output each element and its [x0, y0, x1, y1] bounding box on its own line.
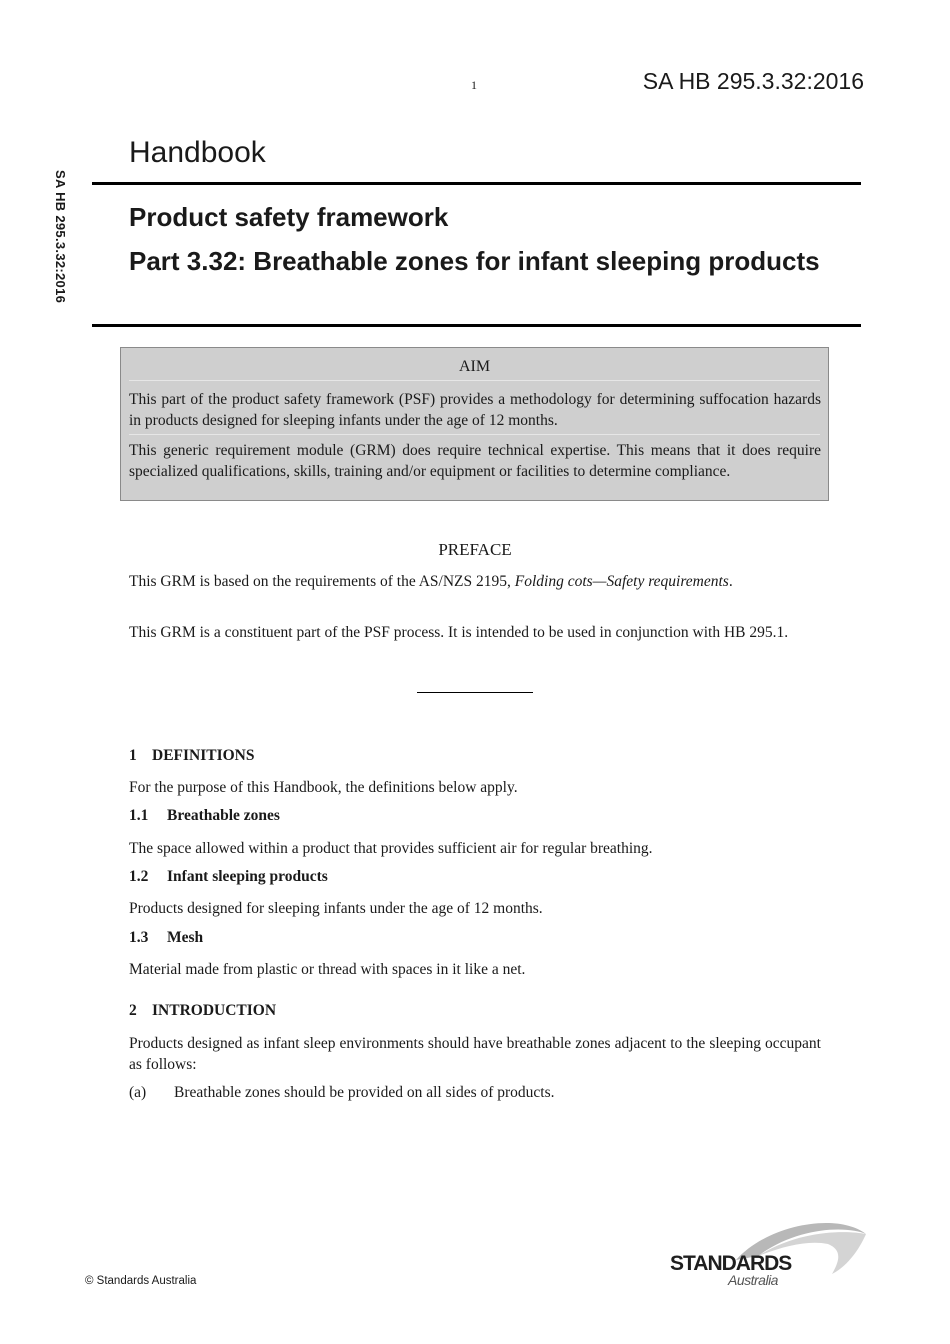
definition-heading: 1.3 Mesh [129, 929, 204, 946]
definition-heading: 1.1 Breathable zones [129, 807, 280, 824]
preface-heading: PREFACE [438, 540, 512, 559]
section-heading: 2 INTRODUCTION [129, 1002, 277, 1019]
referenced-standard-title: Folding cots—Safety requirements [514, 573, 729, 590]
aim-heading: AIM [458, 358, 491, 375]
section-intro: For the purpose of this Handbook, the definitions below apply. [129, 779, 518, 796]
aim-divider [129, 380, 820, 381]
preface-paragraph: This GRM is a constituent part of the PSF process. It is intended to be used in conjunction with HB 295.1. [129, 624, 789, 641]
copyright-notice: © Standards Australia [85, 1275, 197, 1287]
section-heading: 1 DEFINITIONS [129, 747, 255, 764]
section-intro: Products designed as infant sleep environments should have breathable zones adjacent to the sleeping occupant as follows: [129, 1035, 821, 1073]
title-bottom-rule [92, 324, 861, 327]
definition-text: Material made from plastic or thread with spaces in it like a net. [129, 961, 526, 978]
logo-wordmark-sub: Australia [728, 1272, 778, 1288]
aim-paragraph: This part of the product safety framework (PSF) provides a methodology for determining suffocation hazards in products designed for sleeping infants under the age of 12 months. [129, 391, 821, 429]
title-top-rule [92, 182, 861, 185]
preface-paragraph: This GRM is based on the requirements of the AS/NZS 2195, Folding cots—Safety requirements. [129, 573, 733, 590]
standards-australia-logo [668, 1216, 868, 1290]
aim-divider [129, 434, 820, 435]
logo-wordmark: STANDARDS [670, 1252, 792, 1275]
definition-text: Products designed for sleeping infants under the age of 12 months. [129, 900, 543, 917]
page-number: 1 [471, 78, 477, 92]
document-subtitle: Part 3.32: Breathable zones for infant sleeping products [129, 246, 820, 276]
side-document-identifier: SA HB 295.3.32:2016 [53, 170, 68, 304]
definition-text: The space allowed within a product that provides sufficient air for regular breathing. [129, 840, 653, 857]
document-identifier: SA HB 295.3.32:2016 [642, 68, 864, 94]
section-divider [417, 692, 533, 693]
definition-heading: 1.2 Infant sleeping products [129, 868, 328, 885]
aim-paragraph: This generic requirement module (GRM) does require technical expertise. This means that it does require specialized qualifications, skills, training and/or equipment or facilities to determine compliance. [129, 442, 821, 480]
series-title: Handbook [129, 136, 266, 169]
document-title: Product safety framework [129, 202, 449, 232]
aim-box [120, 347, 829, 501]
list-item: (a) Breathable zones should be provided on all sides of products. [129, 1084, 555, 1101]
